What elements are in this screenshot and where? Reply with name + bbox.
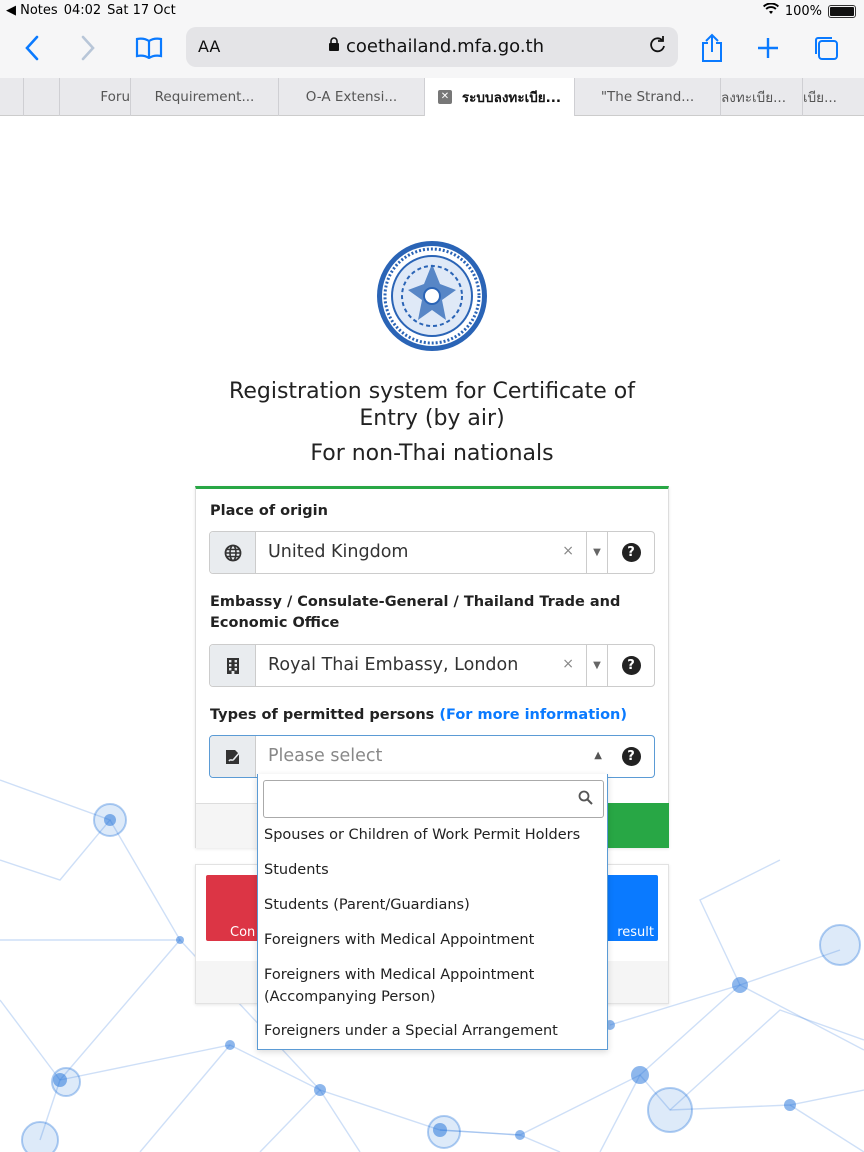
address-bar[interactable]	[186, 27, 678, 67]
dropdown-option[interactable]: Students (Parent/Guardians)	[264, 897, 470, 913]
tab-registration-3[interactable]: เบีย...	[803, 90, 837, 106]
browser-toolbar	[0, 22, 864, 78]
status-time: 04:02	[63, 3, 102, 18]
back-to-app[interactable]: ◀ Notes	[6, 3, 58, 18]
share-icon[interactable]	[694, 30, 730, 66]
clear-embassy-icon[interactable]: ×	[562, 656, 574, 672]
dropdown-search-input[interactable]	[263, 780, 604, 818]
embassy-label: Embassy / Consulate-General / Thailand Trade and Economic Office	[210, 594, 621, 631]
continue-button[interactable]: Con	[206, 875, 266, 941]
text-size-button[interactable]: AA	[198, 37, 221, 56]
book-icon[interactable]	[131, 30, 167, 66]
dropdown-option[interactable]: Students	[264, 862, 329, 878]
check-result-button[interactable]: result	[598, 875, 658, 941]
wifi-icon	[763, 3, 779, 19]
tabs-icon[interactable]	[808, 30, 844, 66]
tab-edge	[0, 78, 24, 116]
page-subtitle: For non-Thai nationals	[310, 441, 554, 466]
types-dropdown	[257, 774, 608, 1050]
lock-icon	[328, 36, 340, 57]
embassy-select[interactable]	[209, 644, 655, 687]
search-icon	[578, 790, 593, 809]
tab-the-strand[interactable]: "The Strand...	[575, 78, 721, 116]
dropdown-option[interactable]: Foreigners with Medical Appointment (Accompanying Person)	[264, 967, 535, 1005]
more-information-link[interactable]: (For more information)	[439, 707, 628, 723]
status-date: Sat 17 Oct	[107, 3, 176, 18]
battery-percent: 100%	[784, 3, 822, 19]
chevron-right-icon[interactable]	[70, 30, 106, 66]
plus-icon[interactable]	[750, 30, 786, 66]
chevron-down-icon[interactable]: ▼	[586, 645, 608, 686]
close-tab-icon[interactable]: ✕	[438, 90, 452, 104]
origin-label: Place of origin	[210, 503, 328, 519]
tab-forum[interactable]: Foru	[60, 78, 131, 116]
origin-help-icon[interactable]: ?	[608, 532, 654, 573]
building-icon	[210, 645, 256, 686]
card-footer-left	[196, 803, 258, 848]
clear-origin-icon[interactable]: ×	[562, 543, 574, 559]
reload-icon[interactable]	[648, 33, 668, 61]
embassy-help-icon[interactable]: ?	[608, 645, 654, 686]
embassy-value: Royal Thai Embassy, London	[268, 655, 519, 675]
signature-icon	[210, 736, 256, 777]
dropdown-option[interactable]: Foreigners with Medical Appointment	[264, 932, 535, 948]
chevron-up-icon[interactable]: ▲	[594, 750, 602, 761]
types-label: Types of permitted persons (For more information)	[210, 707, 628, 723]
dropdown-option[interactable]: Foreigners under a Special Arrangement	[264, 1023, 558, 1039]
mfa-seal-logo	[376, 240, 488, 352]
types-help-icon[interactable]: ?	[608, 736, 654, 777]
chevron-down-icon[interactable]: ▼	[586, 532, 608, 573]
battery-icon	[828, 5, 856, 18]
tab-strip	[0, 78, 864, 116]
globe-icon	[210, 532, 256, 573]
page-title: Registration system for Certificate of Entry (by air)	[229, 379, 635, 431]
tab-oa-extension[interactable]: O-A Extensi...	[279, 78, 425, 116]
url-text: coethailand.mfa.go.th	[346, 36, 544, 57]
dropdown-option[interactable]: Spouses or Children of Work Permit Holders	[264, 827, 581, 843]
types-select[interactable]	[209, 735, 655, 778]
types-placeholder: Please select	[268, 746, 383, 766]
status-bar	[0, 0, 864, 22]
tab-edge	[24, 78, 60, 116]
origin-value: United Kingdom	[268, 542, 409, 562]
tab-requirement[interactable]: Requirement...	[131, 78, 279, 116]
chevron-left-icon[interactable]	[14, 30, 50, 66]
tab-registration-active[interactable]: ✕ ระบบลงทะเบีย...	[425, 78, 575, 116]
origin-select[interactable]	[209, 531, 655, 574]
tab-registration-2[interactable]: ลงทะเบีย...	[721, 78, 803, 116]
